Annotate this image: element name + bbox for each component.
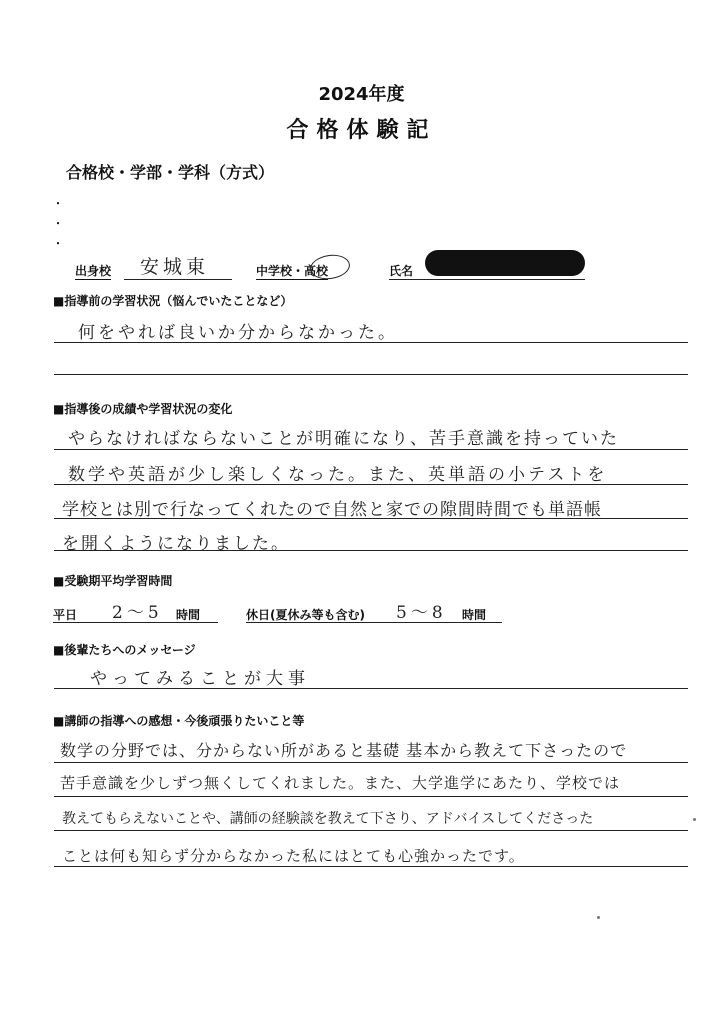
thoughts-rule-1 — [54, 762, 688, 763]
bullet-1: ・ — [53, 199, 63, 210]
message-line: やってみることが大事 — [90, 669, 310, 689]
before-guidance-rule-1 — [54, 342, 688, 343]
message-heading: ■後輩たちへのメッセージ — [53, 643, 196, 657]
origin-school-label: 出身校 — [75, 264, 112, 278]
after-guidance-heading: ■指導後の成績や学習状況の変化 — [53, 402, 233, 416]
document-title: 合格体験記 — [286, 118, 437, 143]
after-guidance-rule-4 — [54, 550, 688, 551]
school-type-label: 中学校・高校 — [256, 264, 329, 278]
after-guidance-rule-3 — [54, 518, 688, 519]
before-guidance-line-1: 何をやれば良いか分からなかった。 — [78, 323, 398, 343]
after-guidance-rule-1 — [54, 449, 688, 450]
after-guidance-rule-2 — [54, 484, 688, 485]
holiday-underline — [246, 622, 502, 623]
thoughts-rule-4 — [54, 866, 688, 867]
origin-school-underline — [124, 279, 232, 280]
redacted-name — [425, 250, 585, 276]
weekday-underline — [53, 622, 218, 623]
holiday-hours-value: 5〜8 — [396, 603, 447, 623]
holiday-hours-unit: 時間 — [462, 608, 487, 622]
name-underline — [389, 279, 585, 280]
message-rule — [54, 688, 688, 689]
thoughts-rule-3 — [54, 830, 688, 831]
accepted-school-heading: 合格校・学部・学科（方式） — [66, 163, 275, 182]
after-guidance-line-3: 学校とは別で行なってくれたので自然と家での隙間時間でも単語帳 — [62, 500, 602, 520]
after-guidance-line-4: を開くようになりました。 — [62, 534, 290, 554]
thoughts-line-4: ことは何も知らず分からなかった私にはとても心強かったです。 — [62, 847, 525, 865]
scan-speck — [597, 916, 600, 919]
after-guidance-line-2: 数学や英語が少し楽しくなった。また、英単語の小テストを — [68, 465, 608, 485]
before-guidance-heading: ■指導前の学習状況（悩んでいたことなど） — [53, 294, 293, 308]
name-label: 氏名 — [389, 264, 414, 278]
bullet-3: ・ — [53, 239, 63, 250]
document-year: 2024年度 — [318, 84, 405, 105]
before-guidance-rule-2 — [54, 374, 688, 375]
holiday-label: 休日(夏休み等も含む) — [246, 608, 365, 622]
thoughts-line-1: 数学の分野では、分からない所があると基礎 基本から教えて下さったので — [60, 741, 628, 760]
weekday-label: 平日 — [53, 608, 78, 622]
thoughts-rule-2 — [54, 796, 688, 797]
scan-speck — [693, 818, 696, 821]
thoughts-line-2: 苦手意識を少しずつ無くしてくれました。また、大学進学にあたり、学校では — [60, 774, 621, 792]
weekday-hours-value: 2〜5 — [112, 603, 163, 623]
after-guidance-line-1: やらなければならないことが明確になり、苦手意識を持っていた — [68, 429, 619, 449]
origin-school-value: 安城東 — [140, 256, 210, 278]
thoughts-heading: ■講師の指導への感想・今後頑張りたいこと等 — [53, 714, 305, 728]
bullet-2: ・ — [53, 219, 63, 230]
weekday-hours-unit: 時間 — [176, 608, 201, 622]
study-time-heading: ■受験期平均学習時間 — [53, 574, 173, 588]
thoughts-line-3: 教えてもらえないことや、講師の経験談を教えて下さり、アドバイスしてくださった — [62, 811, 594, 827]
